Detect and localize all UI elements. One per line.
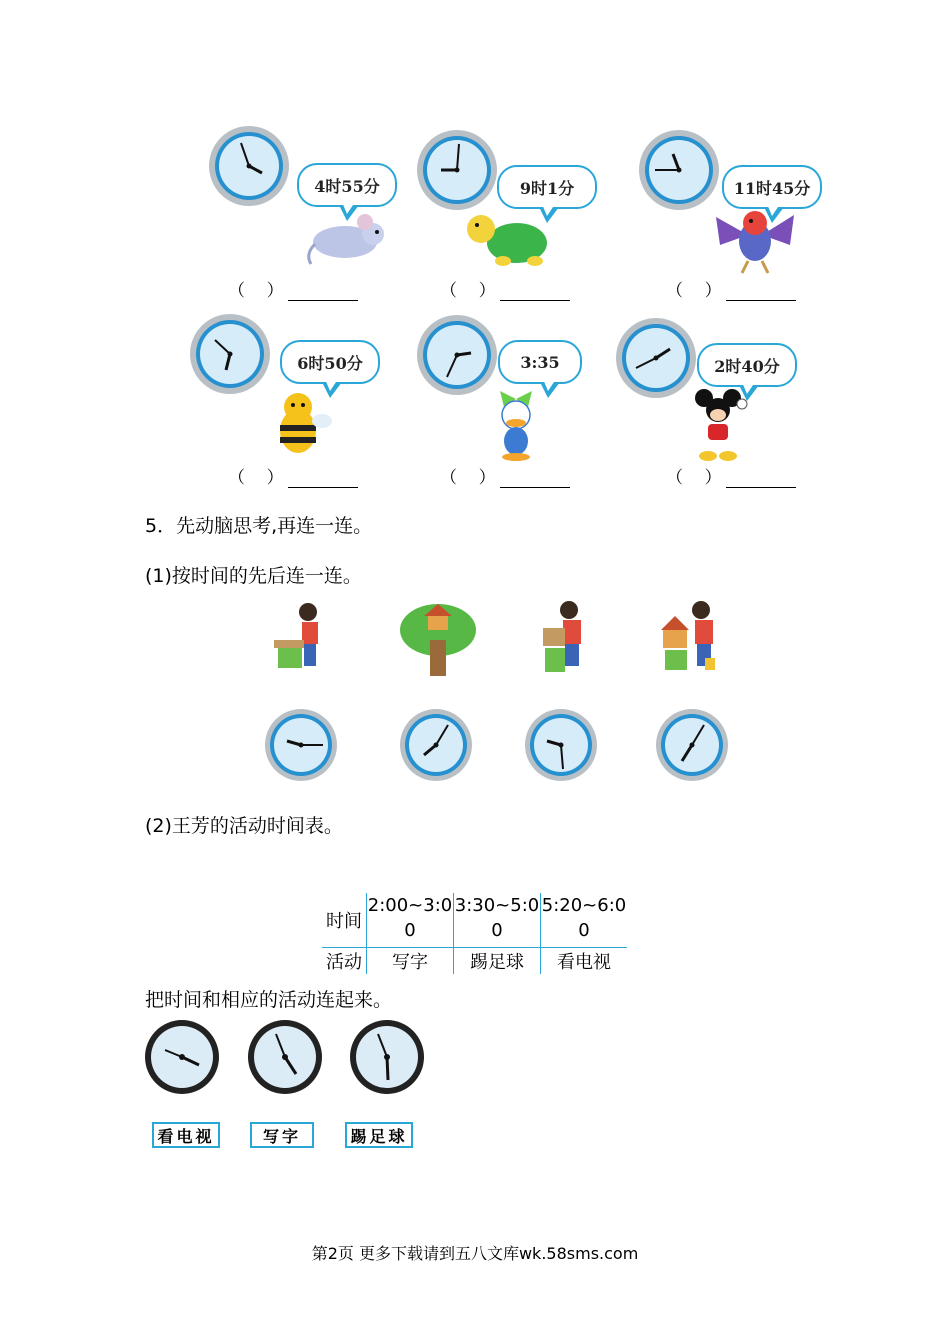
bubble-text: 9时1分 (519, 178, 575, 198)
clock (207, 124, 291, 208)
speech-bubble (497, 165, 597, 209)
part-1-instruction: (1)按时间的先后连一连。 (145, 565, 362, 587)
answer-blank[interactable]: （ ） (666, 463, 796, 488)
matching-instruction: 把时间和相应的活动连起来。 (145, 989, 393, 1011)
answer-blank[interactable]: （ ） (228, 463, 358, 488)
turtle-illustration (463, 207, 551, 269)
boy-building-illustration (537, 598, 593, 678)
activity-label[interactable]: 看电视 (152, 1122, 220, 1148)
answer-blank[interactable]: （ ） (440, 463, 570, 488)
question-title: 5．先动脑思考,再连一连。 (145, 515, 373, 537)
answer-blank[interactable]: （ ） (440, 276, 570, 301)
activity-header: 活动 (322, 947, 367, 974)
activity-cell: 看电视 (557, 951, 611, 973)
activity-label[interactable]: 踢足球 (345, 1122, 413, 1148)
schedule-table (322, 893, 627, 974)
activity-cell: 踢足球 (454, 947, 541, 974)
clock (415, 128, 499, 212)
part-2-instruction: (2)王芳的活动时间表。 (145, 815, 343, 837)
wall-clock[interactable] (348, 1018, 426, 1096)
mouse-illustration (303, 210, 391, 268)
page-footer: 第2页 更多下载请到五八文库wk.58sms.com (311, 1244, 639, 1263)
time-header: 时间 (322, 893, 367, 947)
tree-house-illustration (398, 600, 478, 678)
clock (188, 312, 272, 396)
clock (614, 316, 698, 400)
clock[interactable] (263, 707, 339, 783)
bubble-text: 2时40分 (714, 356, 780, 376)
time-cell: 3:30~5:00 (454, 893, 541, 947)
activity-cell: 写字 (367, 947, 454, 974)
activity-label[interactable]: 写字 (250, 1122, 314, 1148)
speech-bubble (722, 165, 822, 209)
speech-bubble (280, 340, 380, 384)
bee-illustration (264, 385, 334, 459)
speech-bubble (297, 163, 397, 207)
parrot-illustration (712, 205, 798, 275)
mouse-cartoon-illustration (690, 388, 750, 462)
clock[interactable] (654, 707, 730, 783)
bubble-text: 6时50分 (297, 353, 363, 373)
clock (415, 313, 499, 397)
clock[interactable] (523, 707, 599, 783)
bubble-text: 11时45分 (733, 178, 811, 198)
clock[interactable] (398, 707, 474, 783)
wall-clock[interactable] (143, 1018, 221, 1096)
speech-bubble (697, 343, 797, 387)
answer-blank[interactable]: （ ） (666, 276, 796, 301)
bubble-text: 4时55分 (314, 176, 380, 196)
answer-blank[interactable]: （ ） (228, 276, 358, 301)
duck-illustration (490, 385, 546, 463)
time-cell: 2:00~3:00 (367, 893, 454, 947)
boy-sawing-illustration (270, 600, 330, 676)
bubble-text: 3:35 (520, 352, 560, 372)
boy-painting-illustration (657, 598, 719, 678)
wall-clock[interactable] (246, 1018, 324, 1096)
time-cell: 5:20~6:00 (541, 893, 628, 947)
speech-bubble (498, 340, 582, 384)
clock (637, 128, 721, 212)
